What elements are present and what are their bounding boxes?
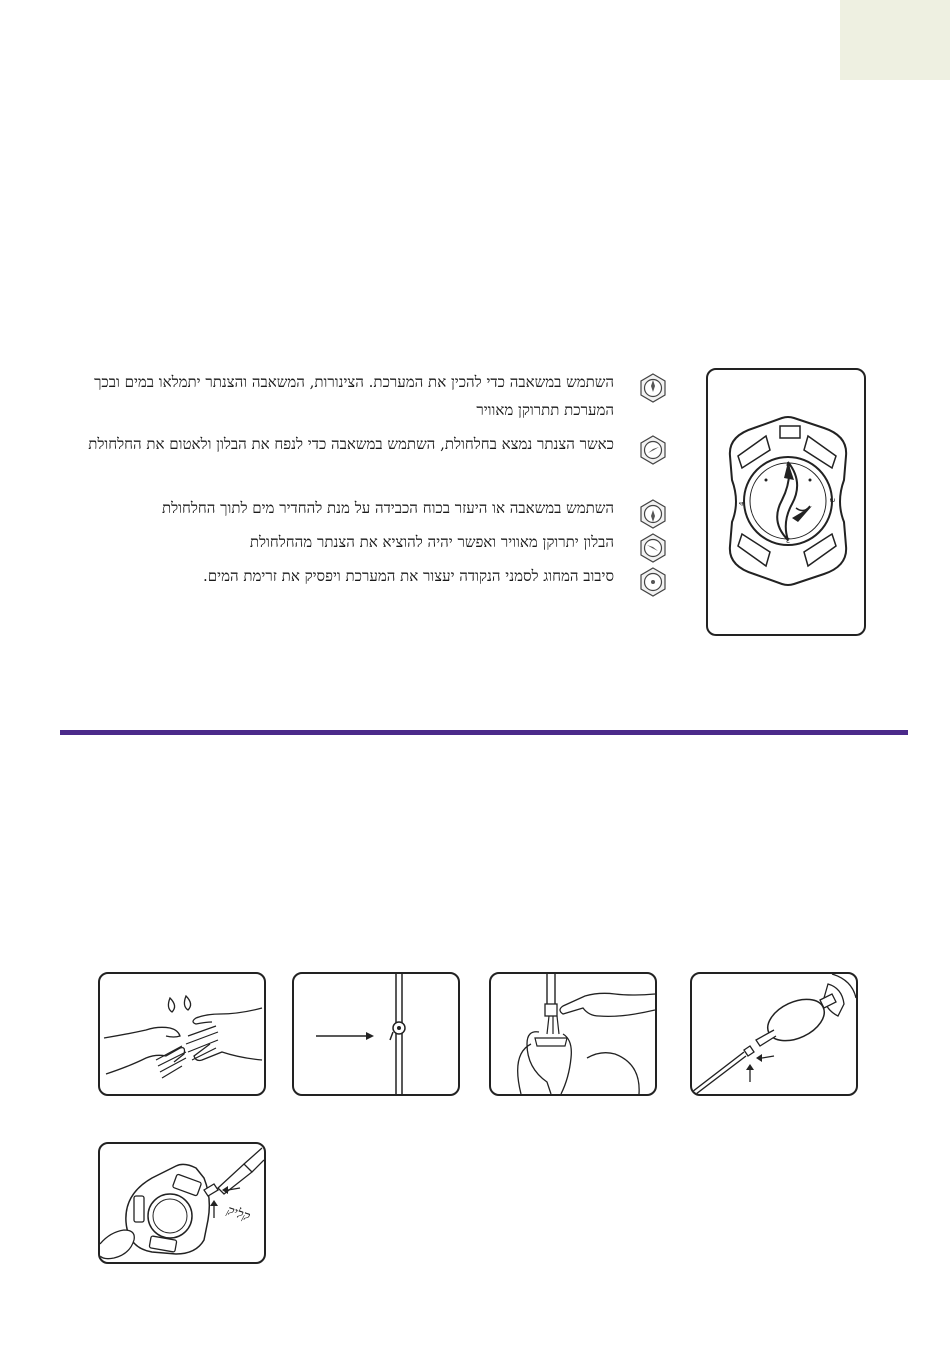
corner-tab: [840, 0, 950, 80]
instruction-item: [60, 368, 670, 426]
bulb-pump-drawing: [692, 974, 856, 1094]
hands-washing-drawing: [100, 974, 264, 1094]
illustration-hand-washing: [98, 972, 266, 1096]
section-divider: [60, 730, 908, 735]
dial-position-3-icon: [638, 498, 668, 530]
instruction-text: הבלון יתרוקן מאוויר ואפשר יהיה להוציא את הצנתר מהחלחולת: [249, 533, 614, 551]
dial-mark-3: 3: [785, 536, 791, 544]
dial-position-2-icon: [638, 434, 668, 466]
instruction-item: [60, 430, 670, 488]
instruction-item: [60, 562, 670, 590]
instruction-text: השתמש במשאבה כדי להכין את המערכת. הצינורות, המשאבה והצנתר יתמלאו במים ובכך המערכת תתרוקן מאוויר: [94, 373, 614, 419]
instruction-item: [60, 528, 670, 556]
control-dial-drawing: [708, 370, 864, 634]
control-dial-illustration: [706, 368, 866, 636]
dial-position-1-icon: [638, 372, 668, 404]
click-connection-drawing: [100, 1144, 264, 1262]
instruction-item: [60, 494, 670, 522]
illustration-clamp-on-tube: [292, 972, 460, 1096]
click-label: קליק: [224, 1203, 252, 1225]
dial-mark-2: 2: [828, 498, 836, 503]
illustration-catheter-handling: [489, 972, 657, 1096]
dial-position-off-icon: [638, 566, 668, 598]
catheter-handling-drawing: [491, 974, 655, 1094]
instruction-text: סיבוב המחוג לסמני הנקודה יעצור את המערכת ויפסיק את זרימת המים.: [203, 567, 614, 585]
instruction-text: כאשר הצנתר נמצא בחלחולת, השתמש במשאבה כדי לנפח את הבלון ולאטום את החלחולת: [88, 435, 614, 453]
dial-position-4-icon: [638, 532, 668, 564]
dial-mark-4: 4: [738, 501, 746, 506]
clamp-tube-drawing: [294, 974, 458, 1094]
instruction-list: [60, 368, 670, 590]
illustration-click-connection: [98, 1142, 266, 1264]
illustration-bulb-pump-connection: [690, 972, 858, 1096]
instruction-text: השתמש במשאבה או היעזר בכוח הכבידה על מנת להחדיר מים לתוך החלחולת: [161, 499, 614, 517]
